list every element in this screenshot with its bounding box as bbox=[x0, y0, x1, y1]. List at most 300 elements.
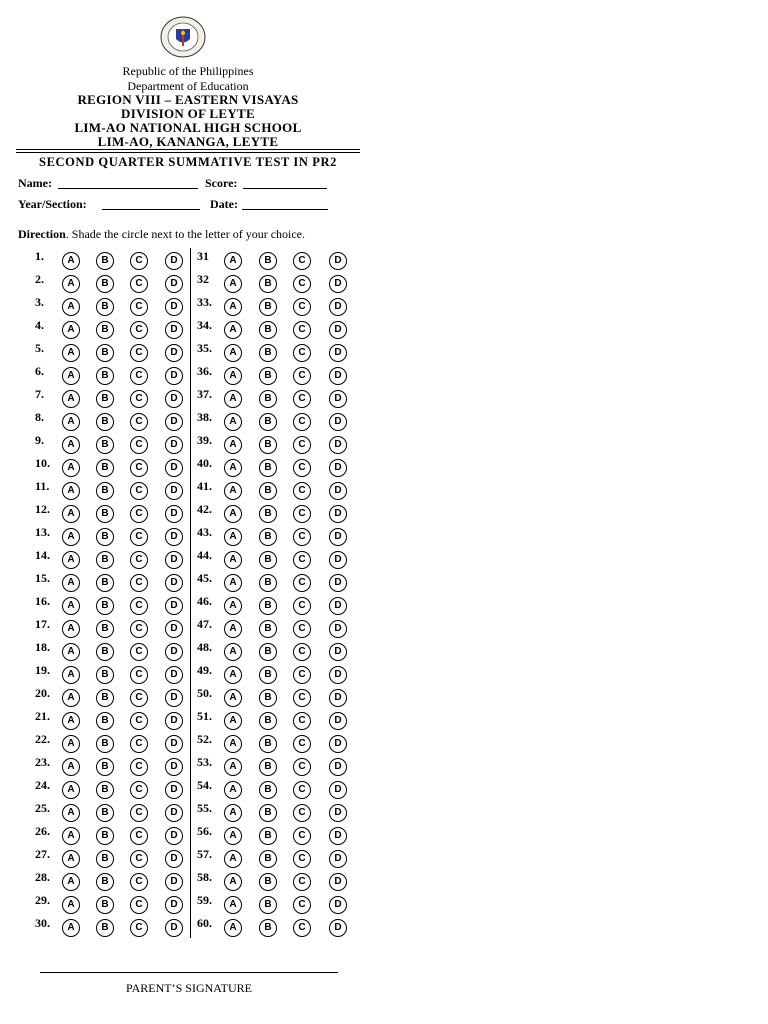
answer-bubble-c[interactable]: C bbox=[130, 781, 148, 799]
question-number: 14. bbox=[35, 548, 50, 562]
answer-bubble-a[interactable]: A bbox=[62, 666, 80, 684]
answer-bubble-d[interactable]: D bbox=[329, 712, 347, 730]
answer-bubble-b[interactable]: B bbox=[96, 528, 114, 546]
division-line: DIVISION OF LEYTE bbox=[121, 106, 255, 121]
answer-bubble-a[interactable]: A bbox=[224, 712, 242, 730]
question-number: 8. bbox=[35, 410, 44, 424]
answer-bubble-a[interactable]: A bbox=[62, 781, 80, 799]
answer-bubble-c[interactable]: C bbox=[293, 390, 311, 408]
answer-bubble-d[interactable]: D bbox=[165, 666, 183, 684]
school-line: LIM-AO NATIONAL HIGH SCHOOL bbox=[74, 120, 302, 135]
answer-bubble-a[interactable]: A bbox=[62, 873, 80, 891]
answer-bubble-c[interactable]: C bbox=[130, 436, 148, 454]
answer-bubble-a[interactable]: A bbox=[224, 574, 242, 592]
answer-bubble-a[interactable]: A bbox=[62, 597, 80, 615]
question-number: 57. bbox=[197, 847, 212, 861]
answer-bubble-d[interactable]: D bbox=[329, 390, 347, 408]
answer-bubble-d[interactable]: D bbox=[165, 505, 183, 523]
answer-bubble-b[interactable]: B bbox=[259, 643, 277, 661]
answer-bubble-d[interactable]: D bbox=[329, 827, 347, 845]
answer-bubble-d[interactable]: D bbox=[329, 758, 347, 776]
answer-bubble-a[interactable]: A bbox=[62, 252, 80, 270]
answer-bubble-b[interactable]: B bbox=[259, 413, 277, 431]
answer-bubble-b[interactable]: B bbox=[259, 620, 277, 638]
answer-bubble-c[interactable]: C bbox=[293, 896, 311, 914]
answer-bubble-b[interactable]: B bbox=[96, 735, 114, 753]
question-number: 5. bbox=[35, 341, 44, 355]
answer-bubble-d[interactable]: D bbox=[329, 459, 347, 477]
answer-bubble-b[interactable]: B bbox=[96, 551, 114, 569]
answer-bubble-b[interactable]: B bbox=[96, 436, 114, 454]
answer-bubble-b[interactable]: B bbox=[96, 252, 114, 270]
answer-bubble-b[interactable]: B bbox=[259, 666, 277, 684]
answer-bubble-a[interactable]: A bbox=[224, 620, 242, 638]
answer-bubble-d[interactable]: D bbox=[329, 919, 347, 937]
answer-bubble-b[interactable]: B bbox=[259, 528, 277, 546]
answer-bubble-c[interactable]: C bbox=[130, 850, 148, 868]
answer-bubble-a[interactable]: A bbox=[224, 505, 242, 523]
question-number: 12. bbox=[35, 502, 50, 516]
answer-bubble-b[interactable]: B bbox=[259, 252, 277, 270]
question-number: 39. bbox=[197, 433, 212, 447]
answer-bubble-d[interactable]: D bbox=[165, 367, 183, 385]
answer-bubble-a[interactable]: A bbox=[62, 390, 80, 408]
answer-bubble-b[interactable]: B bbox=[259, 850, 277, 868]
answer-bubble-c[interactable]: C bbox=[130, 551, 148, 569]
question-number: 27. bbox=[35, 847, 50, 861]
question-number: 4. bbox=[35, 318, 44, 332]
question-number: 16. bbox=[35, 594, 50, 608]
answer-bubble-c[interactable]: C bbox=[293, 850, 311, 868]
answer-bubble-b[interactable]: B bbox=[259, 505, 277, 523]
answer-bubble-d[interactable]: D bbox=[329, 551, 347, 569]
question-number: 58. bbox=[197, 870, 212, 884]
answer-bubble-b[interactable]: B bbox=[96, 574, 114, 592]
answer-bubble-a[interactable]: A bbox=[62, 482, 80, 500]
answer-bubble-b[interactable]: B bbox=[259, 804, 277, 822]
answer-bubble-d[interactable]: D bbox=[329, 896, 347, 914]
answer-bubble-c[interactable]: C bbox=[130, 689, 148, 707]
question-number: 36. bbox=[197, 364, 212, 378]
answer-bubble-d[interactable]: D bbox=[165, 620, 183, 638]
answer-bubble-d[interactable]: D bbox=[329, 528, 347, 546]
answer-bubble-c[interactable]: C bbox=[130, 390, 148, 408]
answer-bubble-d[interactable]: D bbox=[165, 252, 183, 270]
answer-bubble-d[interactable]: D bbox=[329, 804, 347, 822]
answer-bubble-a[interactable]: A bbox=[224, 666, 242, 684]
department-line: Department of Education bbox=[127, 79, 249, 93]
answer-bubble-c[interactable]: C bbox=[293, 413, 311, 431]
answer-bubble-a[interactable]: A bbox=[62, 919, 80, 937]
question-number: 35. bbox=[197, 341, 212, 355]
answer-bubble-c[interactable]: C bbox=[293, 505, 311, 523]
answer-bubble-c[interactable]: C bbox=[130, 321, 148, 339]
answer-bubble-a[interactable]: A bbox=[62, 827, 80, 845]
answer-bubble-c[interactable]: C bbox=[293, 689, 311, 707]
answer-bubble-b[interactable]: B bbox=[96, 459, 114, 477]
answer-bubble-a[interactable]: A bbox=[62, 298, 80, 316]
answer-bubble-a[interactable]: A bbox=[224, 804, 242, 822]
question-number: 49. bbox=[197, 663, 212, 677]
answer-bubble-d[interactable]: D bbox=[165, 735, 183, 753]
answer-bubble-a[interactable]: A bbox=[62, 528, 80, 546]
answer-bubble-d[interactable]: D bbox=[329, 781, 347, 799]
answer-bubble-a[interactable]: A bbox=[224, 252, 242, 270]
answer-bubble-b[interactable]: B bbox=[259, 597, 277, 615]
republic-line: Republic of the Philippines bbox=[122, 64, 254, 78]
question-number: 24. bbox=[35, 778, 50, 792]
answer-bubble-a[interactable]: A bbox=[224, 735, 242, 753]
question-number: 56. bbox=[197, 824, 212, 838]
answer-bubble-c[interactable]: C bbox=[130, 298, 148, 316]
answer-bubble-c[interactable]: C bbox=[293, 827, 311, 845]
question-number: 60. bbox=[197, 916, 212, 930]
question-number: 38. bbox=[197, 410, 212, 424]
answer-bubble-a[interactable]: A bbox=[224, 298, 242, 316]
answer-bubble-d[interactable]: D bbox=[329, 367, 347, 385]
answer-bubble-c[interactable]: C bbox=[130, 735, 148, 753]
answer-bubble-d[interactable]: D bbox=[329, 252, 347, 270]
answer-bubble-b[interactable]: B bbox=[259, 436, 277, 454]
answer-bubble-c[interactable]: C bbox=[130, 666, 148, 684]
answer-bubble-a[interactable]: A bbox=[224, 436, 242, 454]
answer-bubble-d[interactable]: D bbox=[329, 574, 347, 592]
answer-bubble-d[interactable]: D bbox=[165, 804, 183, 822]
answer-bubble-c[interactable]: C bbox=[293, 919, 311, 937]
answer-bubble-c[interactable]: C bbox=[293, 712, 311, 730]
answer-bubble-d[interactable]: D bbox=[329, 620, 347, 638]
answer-bubble-d[interactable]: D bbox=[329, 298, 347, 316]
direction-label: Direction bbox=[18, 227, 66, 241]
answer-bubble-b[interactable]: B bbox=[259, 275, 277, 293]
answer-bubble-c[interactable]: C bbox=[130, 620, 148, 638]
answer-bubble-c[interactable]: C bbox=[130, 712, 148, 730]
answer-bubble-c[interactable]: C bbox=[293, 482, 311, 500]
answer-bubble-d[interactable]: D bbox=[329, 413, 347, 431]
test-title: SECOND QUARTER SUMMATIVE TEST IN PR2 bbox=[39, 155, 337, 169]
answer-bubble-c[interactable]: C bbox=[293, 252, 311, 270]
answer-bubble-c[interactable]: C bbox=[293, 735, 311, 753]
answer-bubble-c[interactable]: C bbox=[130, 758, 148, 776]
answer-bubble-c[interactable]: C bbox=[293, 574, 311, 592]
question-number: 44. bbox=[197, 548, 212, 562]
answer-bubble-a[interactable]: A bbox=[62, 620, 80, 638]
answer-bubble-d[interactable]: D bbox=[165, 275, 183, 293]
answer-bubble-a[interactable]: A bbox=[62, 735, 80, 753]
answer-bubble-c[interactable]: C bbox=[130, 367, 148, 385]
score-field[interactable] bbox=[243, 188, 327, 189]
answer-bubble-d[interactable]: D bbox=[329, 436, 347, 454]
question-number: 41. bbox=[197, 479, 212, 493]
answer-bubble-b[interactable]: B bbox=[259, 758, 277, 776]
answer-bubble-a[interactable]: A bbox=[224, 873, 242, 891]
answer-bubble-b[interactable]: B bbox=[96, 827, 114, 845]
answer-bubble-b[interactable]: B bbox=[96, 344, 114, 362]
question-number: 2. bbox=[35, 272, 44, 286]
question-number: 17. bbox=[35, 617, 50, 631]
question-number: 25. bbox=[35, 801, 50, 815]
date-field[interactable] bbox=[242, 209, 328, 210]
answer-bubble-a[interactable]: A bbox=[224, 781, 242, 799]
question-number: 23. bbox=[35, 755, 50, 769]
question-number: 13. bbox=[35, 525, 50, 539]
answer-bubble-c[interactable]: C bbox=[130, 344, 148, 362]
answer-bubble-c[interactable]: C bbox=[293, 781, 311, 799]
answer-bubble-a[interactable]: A bbox=[224, 827, 242, 845]
answer-bubble-b[interactable]: B bbox=[96, 850, 114, 868]
answer-bubble-d[interactable]: D bbox=[329, 735, 347, 753]
answer-bubble-b[interactable]: B bbox=[259, 873, 277, 891]
answer-bubble-a[interactable]: A bbox=[62, 574, 80, 592]
answer-bubble-b[interactable]: B bbox=[259, 321, 277, 339]
answer-bubble-a[interactable]: A bbox=[224, 919, 242, 937]
answer-bubble-d[interactable]: D bbox=[165, 643, 183, 661]
answer-bubble-d[interactable]: D bbox=[329, 482, 347, 500]
address-line: LIM-AO, KANANGA, LEYTE bbox=[97, 134, 279, 149]
answer-bubble-c[interactable]: C bbox=[293, 758, 311, 776]
answer-bubble-a[interactable]: A bbox=[62, 643, 80, 661]
question-number: 43. bbox=[197, 525, 212, 539]
answer-bubble-a[interactable]: A bbox=[62, 505, 80, 523]
answer-bubble-c[interactable]: C bbox=[130, 482, 148, 500]
answer-bubble-c[interactable]: C bbox=[130, 528, 148, 546]
answer-bubble-b[interactable]: B bbox=[259, 298, 277, 316]
answer-bubble-c[interactable]: C bbox=[293, 275, 311, 293]
name-label: Name: bbox=[18, 176, 52, 190]
answer-bubble-a[interactable]: A bbox=[224, 551, 242, 569]
answer-bubble-a[interactable]: A bbox=[224, 643, 242, 661]
answer-bubble-b[interactable]: B bbox=[259, 896, 277, 914]
question-number: 30. bbox=[35, 916, 50, 930]
answer-bubble-c[interactable]: C bbox=[130, 827, 148, 845]
answer-bubble-b[interactable]: B bbox=[259, 344, 277, 362]
answer-bubble-b[interactable]: B bbox=[96, 321, 114, 339]
answer-bubble-c[interactable]: C bbox=[130, 252, 148, 270]
answer-bubble-d[interactable]: D bbox=[329, 850, 347, 868]
answer-bubble-b[interactable]: B bbox=[259, 459, 277, 477]
answer-bubble-b[interactable]: B bbox=[259, 367, 277, 385]
answer-bubble-b[interactable]: B bbox=[96, 505, 114, 523]
name-field[interactable] bbox=[58, 188, 198, 189]
answer-bubble-d[interactable]: D bbox=[165, 528, 183, 546]
answer-bubble-d[interactable]: D bbox=[329, 666, 347, 684]
answer-bubble-b[interactable]: B bbox=[96, 781, 114, 799]
answer-bubble-b[interactable]: B bbox=[96, 275, 114, 293]
answer-bubble-a[interactable]: A bbox=[224, 896, 242, 914]
answer-bubble-d[interactable]: D bbox=[165, 298, 183, 316]
answer-bubble-c[interactable]: C bbox=[293, 643, 311, 661]
answer-bubble-c[interactable]: C bbox=[130, 919, 148, 937]
question-number: 21. bbox=[35, 709, 50, 723]
answer-bubble-b[interactable]: B bbox=[259, 689, 277, 707]
question-number: 37. bbox=[197, 387, 212, 401]
answer-bubble-b[interactable]: B bbox=[96, 367, 114, 385]
answer-bubble-a[interactable]: A bbox=[224, 597, 242, 615]
answer-bubble-b[interactable]: B bbox=[96, 804, 114, 822]
question-number: 48. bbox=[197, 640, 212, 654]
answer-bubble-a[interactable]: A bbox=[224, 689, 242, 707]
question-number: 22. bbox=[35, 732, 50, 746]
answer-bubble-c[interactable]: C bbox=[293, 298, 311, 316]
year-section-label: Year/Section: bbox=[18, 197, 87, 211]
answer-bubble-b[interactable]: B bbox=[259, 551, 277, 569]
answer-bubble-d[interactable]: D bbox=[165, 873, 183, 891]
answer-bubble-d[interactable]: D bbox=[165, 850, 183, 868]
question-number: 33. bbox=[197, 295, 212, 309]
answer-bubble-c[interactable]: C bbox=[130, 413, 148, 431]
answer-bubble-b[interactable]: B bbox=[259, 919, 277, 937]
answer-bubble-a[interactable]: A bbox=[224, 390, 242, 408]
answer-bubble-a[interactable]: A bbox=[224, 528, 242, 546]
answer-bubble-d[interactable]: D bbox=[165, 436, 183, 454]
question-number: 29. bbox=[35, 893, 50, 907]
answer-bubble-a[interactable]: A bbox=[62, 436, 80, 454]
question-number: 15. bbox=[35, 571, 50, 585]
answer-bubble-b[interactable]: B bbox=[96, 597, 114, 615]
answer-bubble-a[interactable]: A bbox=[62, 413, 80, 431]
answer-bubble-b[interactable]: B bbox=[96, 758, 114, 776]
answer-bubble-a[interactable]: A bbox=[62, 896, 80, 914]
answer-bubble-b[interactable]: B bbox=[96, 390, 114, 408]
answer-bubble-b[interactable]: B bbox=[259, 781, 277, 799]
answer-bubble-c[interactable]: C bbox=[293, 344, 311, 362]
answer-bubble-c[interactable]: C bbox=[130, 275, 148, 293]
question-number: 3. bbox=[35, 295, 44, 309]
answer-bubble-d[interactable]: D bbox=[329, 689, 347, 707]
answer-bubble-c[interactable]: C bbox=[293, 620, 311, 638]
answer-bubble-d[interactable]: D bbox=[165, 827, 183, 845]
answer-bubble-c[interactable]: C bbox=[130, 505, 148, 523]
answer-bubble-b[interactable]: B bbox=[96, 298, 114, 316]
answer-bubble-d[interactable]: D bbox=[329, 873, 347, 891]
answer-bubble-b[interactable]: B bbox=[259, 574, 277, 592]
score-label: Score: bbox=[205, 176, 238, 190]
answer-bubble-a[interactable]: A bbox=[224, 321, 242, 339]
region-line: REGION VIII – EASTERN VISAYAS bbox=[77, 92, 299, 107]
answer-bubble-d[interactable]: D bbox=[165, 413, 183, 431]
question-number: 54. bbox=[197, 778, 212, 792]
answer-bubble-d[interactable]: D bbox=[165, 597, 183, 615]
answer-bubble-a[interactable]: A bbox=[62, 367, 80, 385]
answer-bubble-b[interactable]: B bbox=[96, 666, 114, 684]
answer-bubble-c[interactable]: C bbox=[293, 666, 311, 684]
question-number: 42. bbox=[197, 502, 212, 516]
answer-bubble-a[interactable]: A bbox=[62, 459, 80, 477]
answer-bubble-b[interactable]: B bbox=[96, 620, 114, 638]
answer-bubble-d[interactable]: D bbox=[165, 689, 183, 707]
answer-bubble-b[interactable]: B bbox=[96, 482, 114, 500]
column-divider bbox=[190, 248, 191, 938]
answer-bubble-a[interactable]: A bbox=[224, 758, 242, 776]
answer-bubble-b[interactable]: B bbox=[96, 919, 114, 937]
answer-bubble-b[interactable]: B bbox=[96, 873, 114, 891]
answer-bubble-c[interactable]: C bbox=[293, 321, 311, 339]
answer-bubble-c[interactable]: C bbox=[130, 643, 148, 661]
signature-line[interactable] bbox=[40, 972, 338, 973]
answer-bubble-a[interactable]: A bbox=[62, 321, 80, 339]
answer-bubble-c[interactable]: C bbox=[130, 574, 148, 592]
answer-bubble-d[interactable]: D bbox=[329, 505, 347, 523]
answer-bubble-b[interactable]: B bbox=[96, 413, 114, 431]
answer-bubble-a[interactable]: A bbox=[62, 689, 80, 707]
answer-bubble-b[interactable]: B bbox=[259, 482, 277, 500]
answer-bubble-c[interactable]: C bbox=[130, 896, 148, 914]
answer-bubble-a[interactable]: A bbox=[224, 367, 242, 385]
answer-bubble-d[interactable]: D bbox=[165, 390, 183, 408]
answer-bubble-c[interactable]: C bbox=[293, 551, 311, 569]
answer-bubble-c[interactable]: C bbox=[293, 597, 311, 615]
answer-bubble-b[interactable]: B bbox=[96, 896, 114, 914]
answer-bubble-d[interactable]: D bbox=[165, 896, 183, 914]
answer-bubble-d[interactable]: D bbox=[165, 459, 183, 477]
question-number: 53. bbox=[197, 755, 212, 769]
answer-bubble-c[interactable]: C bbox=[130, 597, 148, 615]
answer-bubble-b[interactable]: B bbox=[259, 712, 277, 730]
answer-bubble-a[interactable]: A bbox=[62, 344, 80, 362]
answer-bubble-a[interactable]: A bbox=[224, 275, 242, 293]
question-number: 46. bbox=[197, 594, 212, 608]
year-section-field[interactable] bbox=[102, 209, 200, 210]
answer-bubble-b[interactable]: B bbox=[259, 827, 277, 845]
answer-bubble-d[interactable]: D bbox=[329, 643, 347, 661]
answer-bubble-a[interactable]: A bbox=[224, 850, 242, 868]
answer-bubble-a[interactable]: A bbox=[224, 344, 242, 362]
answer-bubble-c[interactable]: C bbox=[293, 528, 311, 546]
answer-bubble-d[interactable]: D bbox=[165, 551, 183, 569]
answer-bubble-d[interactable]: D bbox=[329, 321, 347, 339]
answer-bubble-b[interactable]: B bbox=[259, 735, 277, 753]
answer-bubble-d[interactable]: D bbox=[329, 597, 347, 615]
answer-bubble-c[interactable]: C bbox=[130, 873, 148, 891]
answer-bubble-c[interactable]: C bbox=[130, 459, 148, 477]
answer-bubble-a[interactable]: A bbox=[224, 482, 242, 500]
question-number: 51. bbox=[197, 709, 212, 723]
question-number: 7. bbox=[35, 387, 44, 401]
answer-bubble-a[interactable]: A bbox=[62, 551, 80, 569]
answer-bubble-a[interactable]: A bbox=[62, 275, 80, 293]
answer-bubble-a[interactable]: A bbox=[62, 758, 80, 776]
question-number: 9. bbox=[35, 433, 44, 447]
answer-bubble-b[interactable]: B bbox=[259, 390, 277, 408]
answer-bubble-d[interactable]: D bbox=[165, 781, 183, 799]
answer-bubble-d[interactable]: D bbox=[165, 919, 183, 937]
answer-bubble-d[interactable]: D bbox=[165, 321, 183, 339]
answer-bubble-a[interactable]: A bbox=[224, 459, 242, 477]
answer-bubble-c[interactable]: C bbox=[293, 436, 311, 454]
answer-bubble-c[interactable]: C bbox=[293, 804, 311, 822]
answer-bubble-d[interactable]: D bbox=[165, 344, 183, 362]
answer-bubble-c[interactable]: C bbox=[293, 367, 311, 385]
answer-bubble-c[interactable]: C bbox=[293, 873, 311, 891]
answer-bubble-a[interactable]: A bbox=[62, 850, 80, 868]
answer-bubble-a[interactable]: A bbox=[62, 712, 80, 730]
answer-bubble-d[interactable]: D bbox=[329, 344, 347, 362]
answer-bubble-a[interactable]: A bbox=[224, 413, 242, 431]
answer-bubble-d[interactable]: D bbox=[329, 275, 347, 293]
header-rule-top bbox=[16, 149, 360, 150]
answer-bubble-b[interactable]: B bbox=[96, 712, 114, 730]
answer-bubble-d[interactable]: D bbox=[165, 758, 183, 776]
answer-bubble-a[interactable]: A bbox=[62, 804, 80, 822]
answer-bubble-b[interactable]: B bbox=[96, 643, 114, 661]
answer-bubble-c[interactable]: C bbox=[130, 804, 148, 822]
answer-bubble-c[interactable]: C bbox=[293, 459, 311, 477]
answer-bubble-d[interactable]: D bbox=[165, 712, 183, 730]
answer-bubble-b[interactable]: B bbox=[96, 689, 114, 707]
question-number: 1. bbox=[35, 249, 44, 263]
answer-bubble-d[interactable]: D bbox=[165, 482, 183, 500]
answer-bubble-d[interactable]: D bbox=[165, 574, 183, 592]
